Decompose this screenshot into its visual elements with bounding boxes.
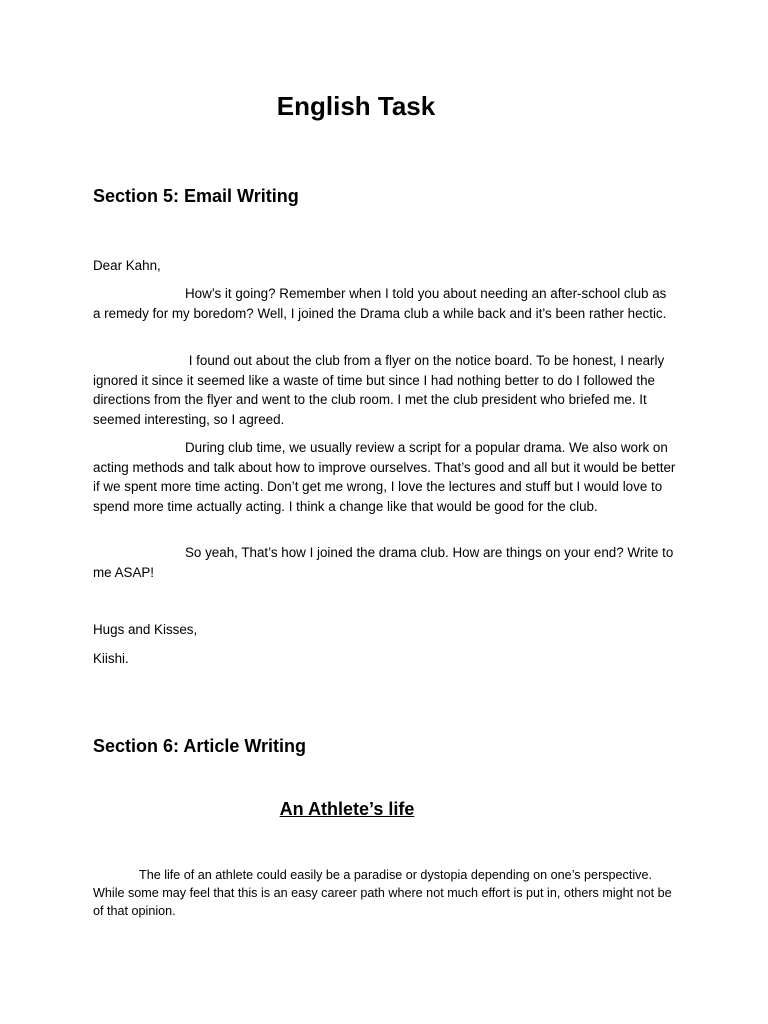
email-paragraph-3 — [93, 438, 677, 516]
email-paragraph-4-text: So yeah, That’s how I joined the drama club. How are things on your end? Write to me ASAP! — [93, 545, 674, 580]
document-title: English Task — [276, 91, 436, 121]
article-paragraph-1-text: The life of an athlete could easily be a paradise or dystopia depending on one’s perspective. While some may feel that this is an easy career path where not much effort is put in, others might not be of that opinion. — [93, 868, 672, 919]
section-5-heading: Section 5: Email Writing — [93, 186, 299, 206]
email-paragraph-3-text: During club time, we usually review a script for a popular drama. We also work on acting methods and talk about how to improve ourselves. That’s good and all but it would be better if we spent more time acting. Don’t get me wrong, I love the lectures and stuff but I would love to spend more time actually acting. I think a change like that would be good for the club. — [93, 440, 676, 514]
article-title: An Athlete’s life — [279, 799, 415, 819]
article-paragraph-1 — [93, 866, 677, 921]
email-signature: Kiishi. — [93, 651, 129, 666]
section-6-heading: Section 6: Article Writing — [93, 736, 307, 756]
email-salutation: Dear Kahn, — [93, 258, 161, 273]
email-paragraph-1-text: How’s it going? Remember when I told you about needing an after-school club as a remedy for my boredom? Well, I joined the Drama club a while back and it’s been rather hectic. — [93, 286, 667, 321]
email-paragraph-4 — [93, 543, 677, 582]
email-paragraph-2-text: I found out about the club from a flyer on the notice board. To be honest, I nearly ignored it since it seemed like a waste of time but since I had nothing better to do I followed the directions from the flyer and went to the club room. I met the club president who briefed me. It seemed interesting, so I agreed. — [93, 353, 665, 427]
email-closing: Hugs and Kisses, — [93, 622, 198, 637]
email-paragraph-1 — [93, 284, 677, 323]
email-paragraph-2 — [93, 351, 677, 429]
